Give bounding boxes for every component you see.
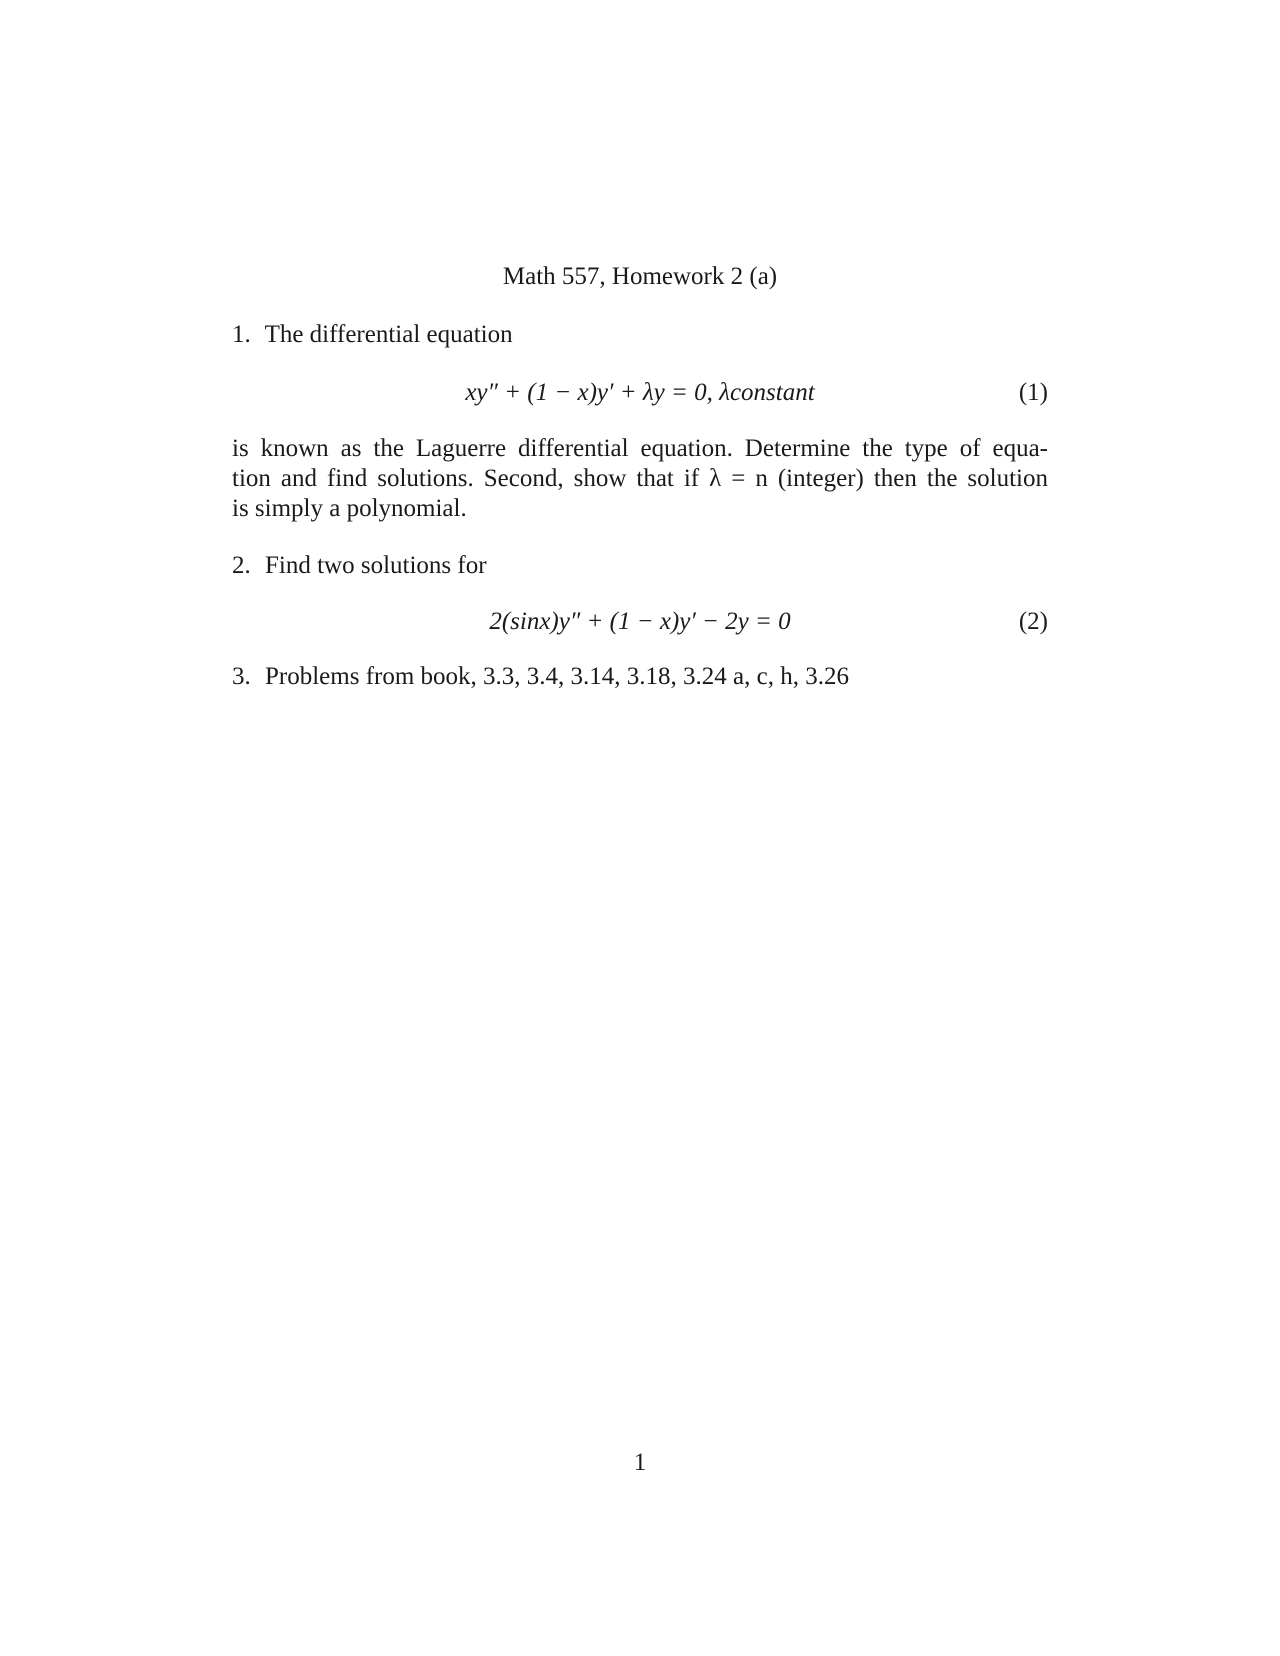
problem-1-line-2: tion and find solutions. Second, show that if λ = n (integer) then the solution: [232, 465, 1048, 492]
equation-1: [232, 376, 1048, 410]
problem-2-number: 2.: [232, 552, 251, 579]
page-number: 1: [633, 1449, 647, 1476]
equation-2-body: 2(sinx)y″ + (1 − x)y′ − 2y = 0: [489, 608, 791, 635]
problem-1-number: 1.: [232, 321, 251, 348]
problem-3-intro: Problems from book, 3.3, 3.4, 3.14, 3.18, 3.24 a, c, h, 3.26: [265, 663, 849, 690]
problem-1-intro: The differential equation: [264, 321, 513, 348]
problem-3-number: 3.: [232, 663, 251, 690]
problem-2-heading: [232, 551, 487, 581]
equation-1-body: xy″ + (1 − x)y′ + λy = 0, λconstant: [465, 379, 815, 406]
equation-1-number: (1): [1018, 379, 1048, 406]
problem-1-heading: [232, 320, 513, 350]
equation-2: [232, 605, 1048, 639]
problem-1-description: [232, 434, 1048, 524]
problem-1-line-1: is known as the Laguerre differential equation. Determine the type of equa-: [232, 435, 1048, 462]
equation-2-number: (2): [1018, 608, 1048, 635]
problem-3-heading: [232, 662, 849, 692]
problem-2-intro: Find two solutions for: [265, 552, 487, 579]
document-title: Math 557, Homework 2 (a): [502, 263, 778, 290]
problem-1-line-3: is simply a polynomial.: [232, 495, 467, 522]
